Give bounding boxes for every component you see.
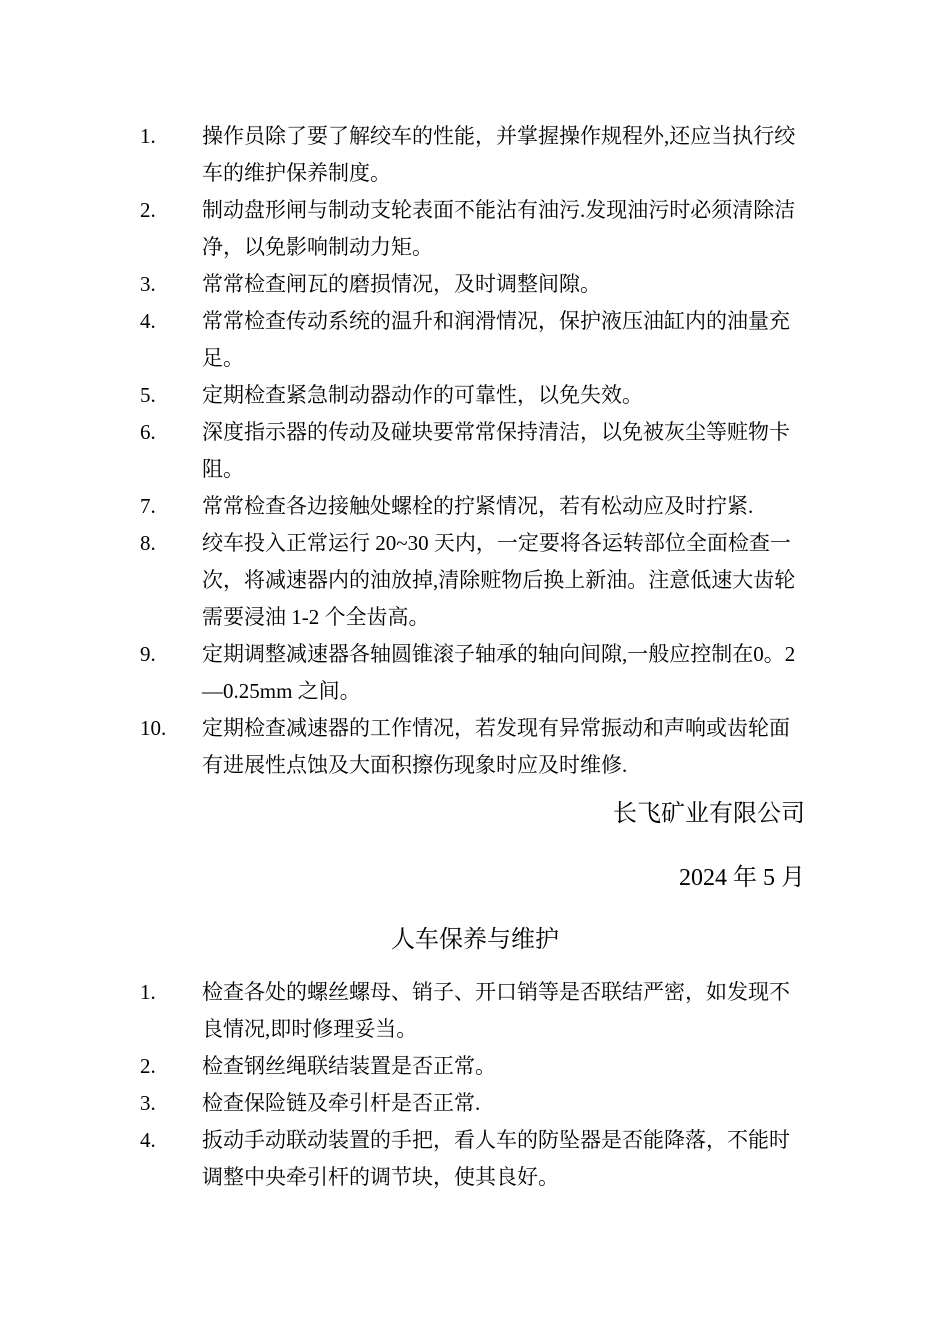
item-text: 定期检查减速器的工作情况，若发现有异常振动和声响或齿轮面有进展性点蚀及大面积擦伤现象时应及时维修. — [202, 716, 790, 777]
item-number: 10. — [140, 716, 167, 740]
list-item — [140, 414, 810, 488]
item-text: 制动盘形闸与制动支轮表面不能沾有油污.发现油污时必须清除洁净，以免影响制动力矩。 — [202, 198, 796, 259]
list-item — [140, 266, 810, 303]
item-text: 常常检查闸瓦的磨损情况，及时调整间隙。 — [202, 272, 601, 296]
item-text: 深度指示器的传动及碰块要常常保持清洁，以免被灰尘等赃物卡阻。 — [202, 420, 790, 481]
list-item — [140, 1122, 810, 1196]
list-item — [140, 636, 810, 710]
item-number: 9. — [140, 642, 156, 666]
list-item — [140, 377, 810, 414]
document-date: 2024 年 5 月 — [679, 865, 805, 891]
item-text: 检查钢丝绳联结装置是否正常。 — [202, 1054, 496, 1078]
item-text: 绞车投入正常运行 20~30 天内，一定要将各运转部位全面检查一次，将减速器内的油放掉,清除赃物后换上新油。注意低速大齿轮需要浸油 1-2 个全齿高。 — [202, 531, 796, 629]
item-text: 定期检查紧急制动器动作的可靠性，以免失效。 — [202, 383, 643, 407]
item-number: 1. — [140, 124, 156, 148]
list-item — [140, 1085, 810, 1122]
item-text: 检查保险链及牵引杆是否正常. — [202, 1091, 481, 1115]
item-text: 扳动手动联动装置的手把，看人车的防坠器是否能降落，不能时调整中央牵引杆的调节块，使其良好。 — [202, 1128, 790, 1189]
list-item — [140, 525, 810, 636]
item-text: 操作员除了要了解绞车的性能，并掌握操作规程外,还应当执行绞车的维护保养制度。 — [202, 124, 796, 185]
company-name: 长飞矿业有限公司 — [613, 801, 805, 827]
car-maintenance-list — [140, 974, 810, 1196]
item-number: 5. — [140, 383, 156, 407]
section-title: 人车保养与维护 — [391, 927, 559, 953]
item-text: 定期调整减速器各轴圆锥滚子轴承的轴向间隙,一般应控制在0。2—0.25mm 之间。 — [202, 642, 796, 703]
list-item — [140, 1048, 810, 1085]
item-number: 3. — [140, 1091, 156, 1115]
item-number: 1. — [140, 980, 156, 1004]
item-number: 2. — [140, 1054, 156, 1078]
item-text: 常常检查各边接触处螺栓的拧紧情况，若有松动应及时拧紧. — [202, 494, 754, 518]
list-item — [140, 710, 810, 784]
item-number: 4. — [140, 1128, 156, 1152]
list-item — [140, 118, 810, 192]
item-number: 2. — [140, 198, 156, 222]
list-item — [140, 974, 810, 1048]
list-item — [140, 192, 810, 266]
item-number: 7. — [140, 494, 156, 518]
list-item — [140, 488, 810, 525]
item-text: 检查各处的螺丝螺母、销子、开口销等是否联结严密，如发现不良情况,即时修理妥当。 — [202, 980, 790, 1041]
item-number: 4. — [140, 309, 156, 333]
item-number: 3. — [140, 272, 156, 296]
item-text: 常常检查传动系统的温升和润滑情况，保护液压油缸内的油量充足。 — [202, 309, 790, 370]
item-number: 8. — [140, 531, 156, 555]
maintenance-list — [140, 118, 810, 784]
list-item — [140, 303, 810, 377]
item-number: 6. — [140, 420, 156, 444]
